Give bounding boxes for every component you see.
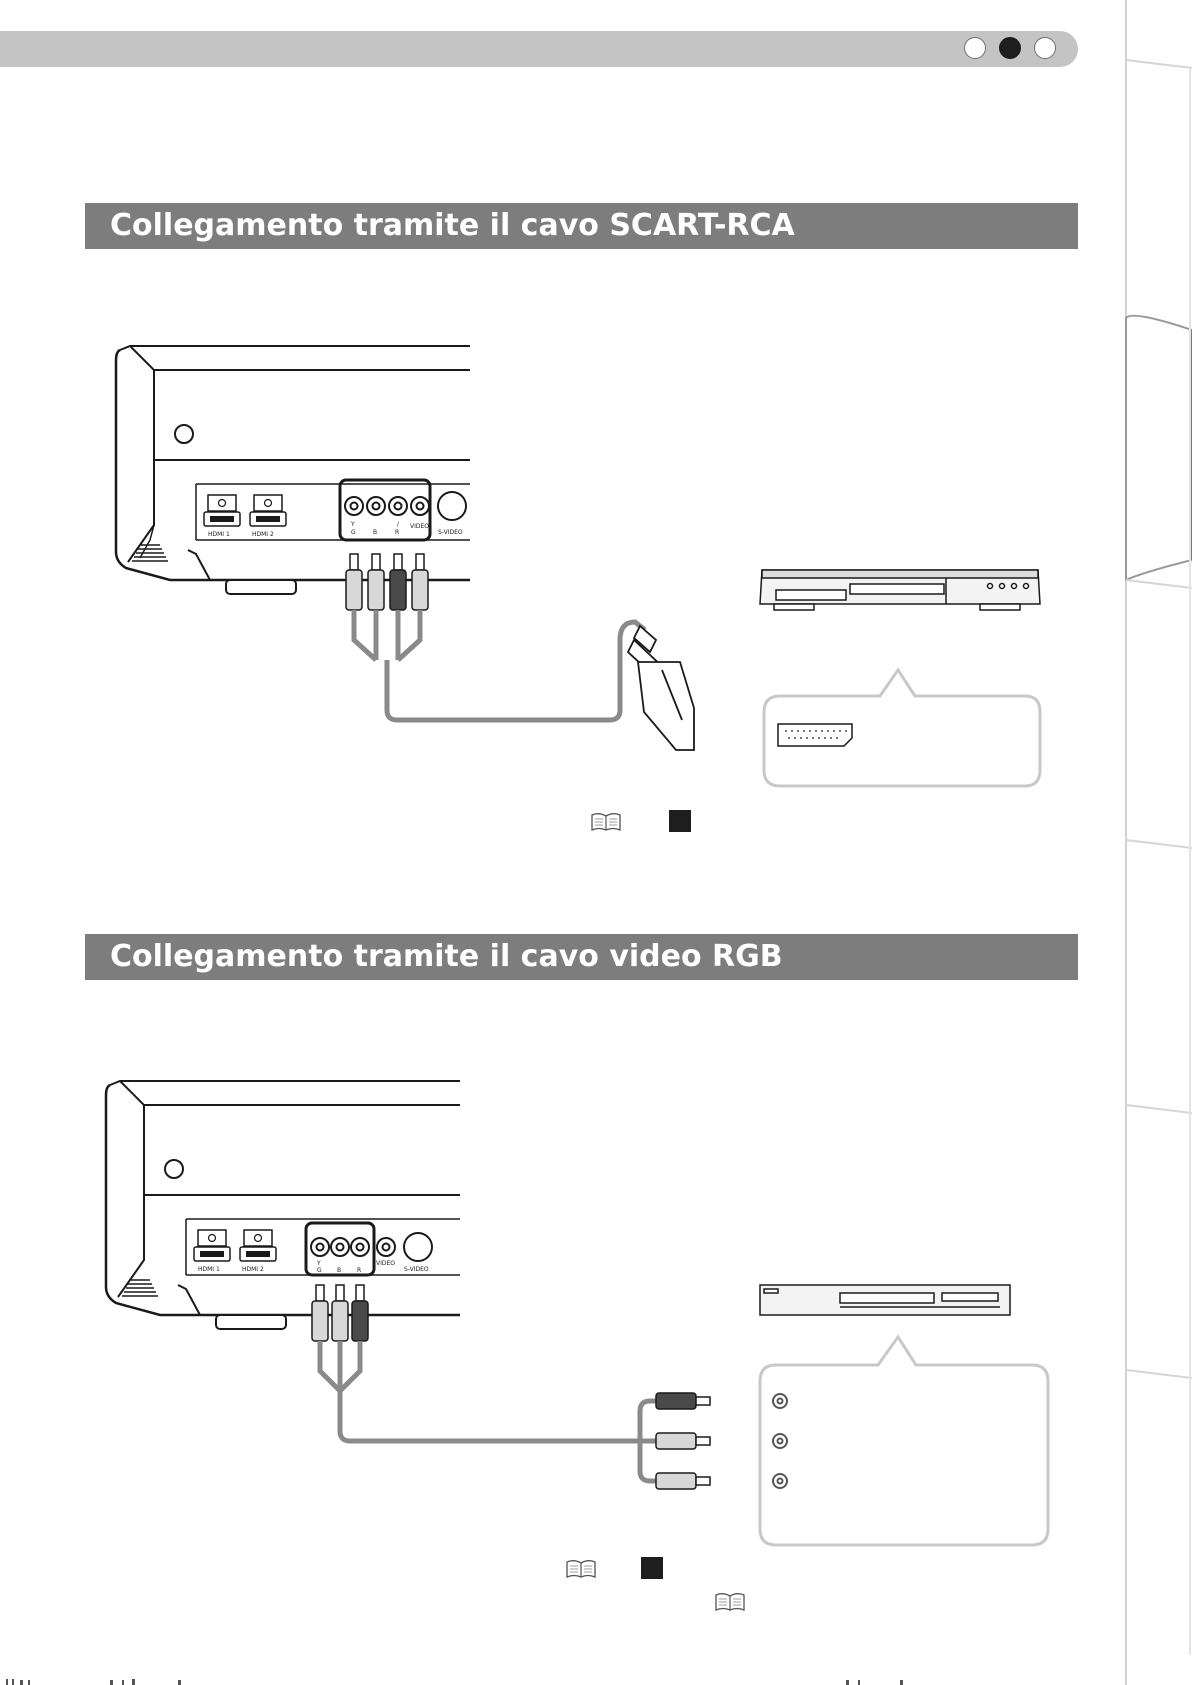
port-label-y: Y <box>351 521 355 528</box>
rca-plugs-source <box>656 1393 710 1489</box>
port-label-r: R <box>395 529 400 536</box>
page-indicator-dot-1 <box>964 37 986 59</box>
rgb-source-callout <box>760 1337 1048 1545</box>
scart-rca-cable <box>387 622 645 720</box>
top-bar <box>0 31 1078 67</box>
reference-row-2 <box>565 1557 675 1581</box>
s-video-label: S-VIDEO <box>438 529 463 536</box>
hdmi-1-label: HDMI 1 <box>198 1266 220 1273</box>
hdmi-port-2 <box>240 1230 276 1261</box>
rgb-cable <box>340 1391 640 1441</box>
hdmi-port-1 <box>204 495 240 526</box>
page-indicator-dot-2 <box>999 37 1021 59</box>
port-label-video: VIDEO <box>410 523 430 530</box>
hdmi-1-label: HDMI 1 <box>208 531 230 538</box>
book-icon <box>565 1559 597 1579</box>
section-title-scart-rca: Collegamento tramite il cavo SCART-RCA <box>85 203 1078 249</box>
page-indicator-dot-3 <box>1034 37 1056 59</box>
rca-plugs-projector <box>312 1285 368 1341</box>
reference-row-3 <box>714 1590 754 1614</box>
port-label-g: G <box>351 529 356 536</box>
hdmi-port-2 <box>250 495 286 526</box>
port-label-r: R <box>357 1267 362 1274</box>
hdmi-port-1 <box>194 1230 230 1261</box>
black-square-icon <box>641 1557 663 1579</box>
page-bottom-edge <box>0 1676 1192 1685</box>
hdmi-2-label: HDMI 2 <box>242 1266 264 1273</box>
side-tabs <box>1124 0 1192 1685</box>
reference-row-1 <box>590 810 710 834</box>
port-label-g: G <box>317 1267 322 1274</box>
rgb-video-diagram <box>100 1075 1060 1555</box>
port-label-video: VIDEO <box>376 1260 396 1267</box>
book-icon <box>590 812 622 832</box>
port-label-y: Y <box>317 1260 321 1267</box>
s-video-label: S-VIDEO <box>404 1266 429 1273</box>
black-square-icon <box>669 810 691 832</box>
port-label-b: B <box>337 1267 342 1274</box>
source-device-illustration-2 <box>760 1285 1010 1315</box>
scart-socket <box>778 724 852 746</box>
port-label-b: B <box>373 529 378 536</box>
hdmi-2-label: HDMI 2 <box>252 531 274 538</box>
projector-illustration-2 <box>106 1081 460 1329</box>
source-device-illustration <box>760 570 1040 610</box>
book-icon <box>714 1592 746 1612</box>
port-label-slash: / <box>397 521 400 528</box>
section-title-rgb-video: Collegamento tramite il cavo video RGB <box>85 934 1078 980</box>
scart-rca-diagram <box>110 340 1050 790</box>
rca-plugs <box>346 554 428 660</box>
scart-plug <box>628 626 694 750</box>
